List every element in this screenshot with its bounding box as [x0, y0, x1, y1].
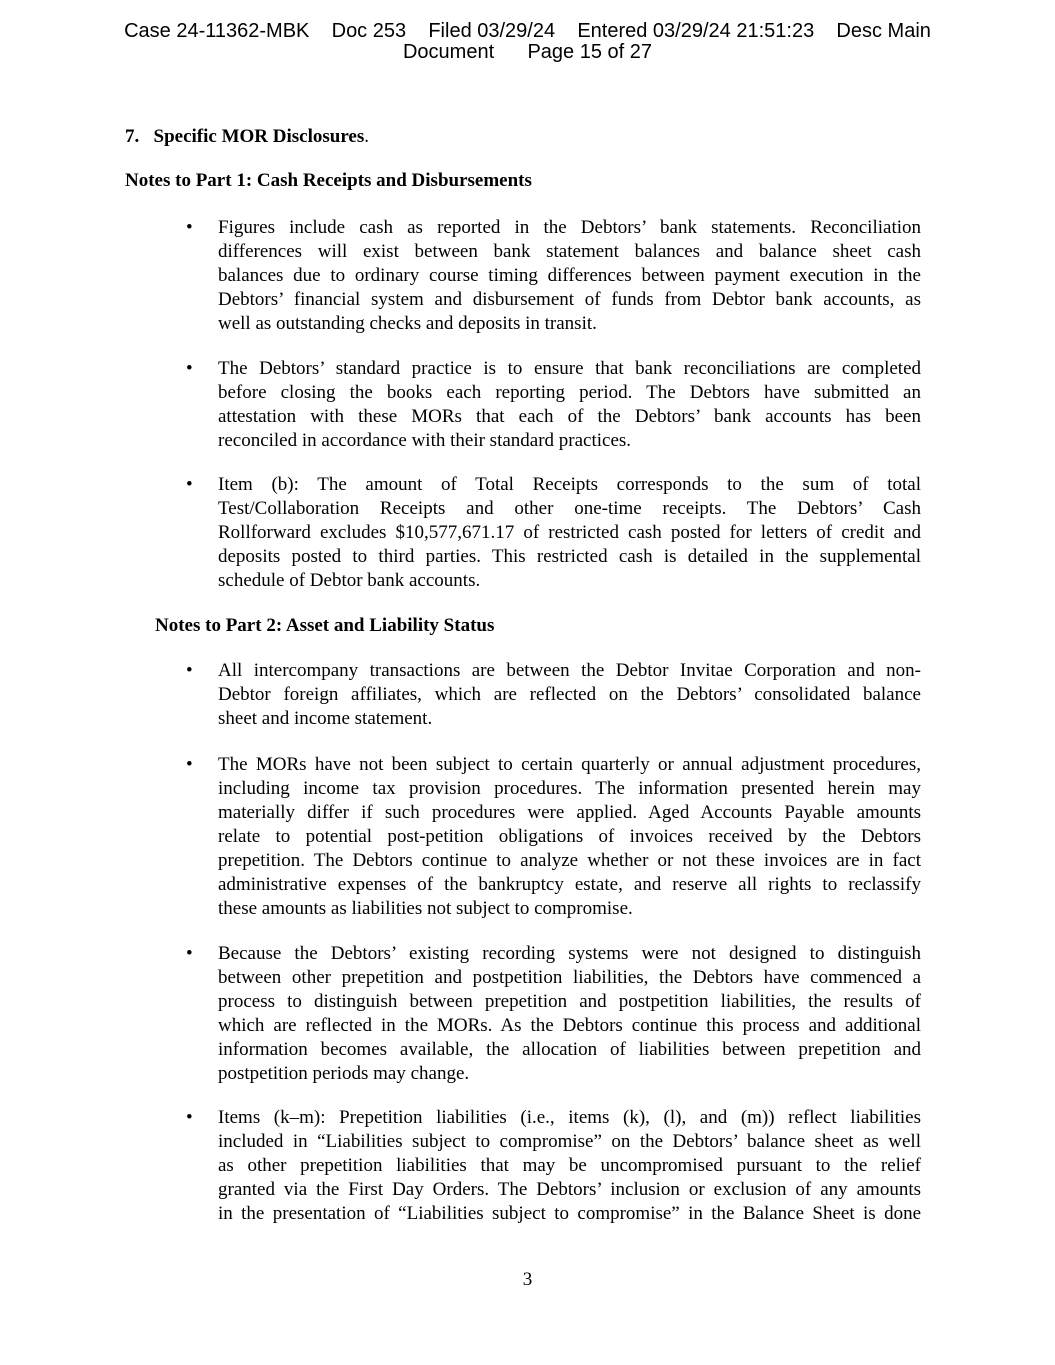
page-number: 3	[522, 1269, 533, 1290]
bullet-text	[218, 1106, 921, 1226]
text-line: balances due to ordinary course timing differences between payment execution in the	[218, 265, 921, 286]
case-header-line2: Document Page 15 of 27	[402, 41, 653, 63]
text-line: reconciled in accordance with their standard practices.	[218, 430, 632, 451]
text-line: The MORs have not been subject to certain quarterly or annual adjustment procedures,	[218, 754, 921, 775]
text-line: Test/Collaboration Receipts and other one-time receipts. The Debtors’ Cash	[218, 498, 921, 519]
bullet-icon: •	[186, 217, 193, 238]
text-line: Item (b): The amount of Total Receipts corresponds to the sum of total	[218, 474, 921, 495]
section-title-text: Specific MOR Disclosures	[153, 126, 365, 147]
text-line: postpetition periods may change.	[218, 1063, 470, 1084]
section-number: 7.	[125, 126, 140, 147]
bullet-text	[218, 473, 921, 593]
text-line: Debtor foreign affiliates, which are reflected on the Debtors’ consolidated balance	[218, 684, 921, 705]
text-line: in the presentation of “Liabilities subject to compromise” in the Balance Sheet is done	[218, 1203, 921, 1224]
text-line: between other prepetition and postpetition liabilities, the Debtors have commenced a	[218, 967, 921, 988]
text-line: The Debtors’ standard practice is to ensure that bank reconciliations are completed	[218, 358, 921, 379]
section-title-punct: .	[364, 126, 369, 147]
text-line: differences will exist between bank statement balances and balance sheet cash	[218, 241, 921, 262]
text-line: as other prepetition liabilities that may be uncompromised pursuant to the relief	[218, 1155, 921, 1176]
text-line: materially differ if such procedures were applied. Aged Accounts Payable amounts	[218, 802, 921, 823]
text-line: Figures include cash as reported in the Debtors’ bank statements. Reconciliation	[218, 217, 921, 238]
bullet-text	[218, 942, 921, 1086]
section-title	[125, 125, 369, 149]
text-line: Items (k–m): Prepetition liabilities (i.e., items (k), (l), and (m)) reflect liabilities	[218, 1107, 921, 1128]
text-line: these amounts as liabilities not subject to compromise.	[218, 898, 633, 919]
text-line: sheet and income statement.	[218, 708, 433, 729]
text-line: Debtors’ financial system and disbursement of funds from Debtor bank accounts, as	[218, 289, 921, 310]
bullet-icon: •	[186, 1107, 193, 1128]
text-line: deposits posted to third parties. This restricted cash is detailed in the supplemental	[218, 546, 921, 567]
text-line: which are reflected in the MORs. As the Debtors continue this process and additional	[218, 1015, 921, 1036]
text-line: including income tax provision procedures. The information presented herein may	[218, 778, 921, 799]
text-line: before closing the books each reporting period. The Debtors have submitted an	[218, 382, 921, 403]
text-line: All intercompany transactions are between the Debtor Invitae Corporation and non-	[218, 660, 921, 681]
bullet-text	[218, 659, 921, 731]
text-line: well as outstanding checks and deposits in transit.	[218, 313, 597, 334]
bullet-icon: •	[186, 474, 193, 495]
part2-heading: Notes to Part 2: Asset and Liability Status	[155, 615, 495, 636]
bullet-icon: •	[186, 358, 193, 379]
bullet-icon: •	[186, 943, 193, 964]
text-line: attestation with these MORs that each of the Debtors’ bank accounts has been	[218, 406, 921, 427]
text-line: Rollforward excludes $10,577,671.17 of restricted cash posted for letters of credit and	[218, 522, 921, 543]
text-line: prepetition. The Debtors continue to analyze whether or not these invoices are in fact	[218, 850, 921, 871]
text-line: administrative expenses of the bankruptcy estate, and reserve all rights to reclassify	[218, 874, 921, 895]
part1-heading: Notes to Part 1: Cash Receipts and Disbursements	[125, 170, 532, 191]
text-line: schedule of Debtor bank accounts.	[218, 570, 481, 591]
text-line: information becomes available, the allocation of liabilities between prepetition and	[218, 1039, 921, 1060]
text-line: relate to potential post-petition obligations of invoices received by the Debtors	[218, 826, 921, 847]
text-line: granted via the First Day Orders. The Debtors’ inclusion or exclusion of any amounts	[218, 1179, 921, 1200]
case-header-line1: Case 24-11362-MBK Doc 253 Filed 03/29/24 Entered 03/29/24 21:51:23 Desc Main	[124, 20, 931, 42]
bullet-text	[218, 357, 921, 453]
bullet-icon: •	[186, 754, 193, 775]
text-line: process to distinguish between prepetition and postpetition liabilities, the results of	[218, 991, 921, 1012]
bullet-text	[218, 216, 921, 336]
bullet-icon: •	[186, 660, 193, 681]
bullet-text	[218, 753, 921, 921]
text-line: included in “Liabilities subject to compromise” on the Debtors’ balance sheet as well	[218, 1131, 921, 1152]
text-line: Because the Debtors’ existing recording systems were not designed to distinguish	[218, 943, 921, 964]
